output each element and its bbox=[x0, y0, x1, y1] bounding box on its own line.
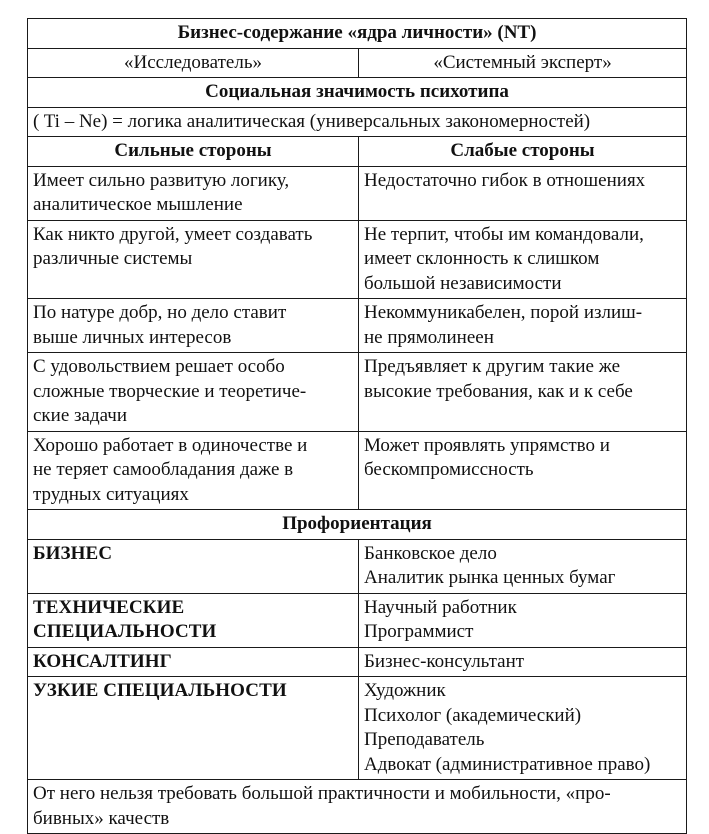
strong-trait bbox=[28, 166, 359, 220]
text-line: СПЕЦИАЛЬНОСТИ bbox=[33, 621, 217, 642]
table-title: Бизнес-содержание «ядра личности» (NT) bbox=[28, 19, 687, 49]
weak-trait bbox=[359, 299, 687, 353]
logic-row bbox=[28, 107, 687, 137]
weak-trait bbox=[359, 166, 687, 220]
strong-trait bbox=[28, 220, 359, 299]
text-line: Может проявлять упрямство и bbox=[364, 434, 610, 456]
text-line: Психолог (академический) bbox=[364, 704, 582, 726]
career-jobs bbox=[359, 539, 687, 593]
career-area bbox=[28, 593, 359, 647]
logic-formula: ( Ti – Ne) = логика аналитическая (универсальных закономерностей) bbox=[28, 107, 687, 137]
career-area bbox=[28, 539, 359, 593]
career-guidance-heading: Профориентация bbox=[28, 510, 687, 540]
weak-sides-header: Слабые стороны bbox=[359, 137, 687, 167]
strong-trait bbox=[28, 353, 359, 432]
text-line: Адвокат (административное право) bbox=[364, 753, 651, 775]
text-line: Хорошо работает в одиночестве и bbox=[33, 434, 308, 456]
strong-sides-header: Сильные стороны bbox=[28, 137, 359, 167]
traits-row bbox=[28, 220, 687, 299]
text-line: аналитическое мышление bbox=[33, 194, 243, 215]
columns-header-row bbox=[28, 137, 687, 167]
traits-row bbox=[28, 431, 687, 510]
career-jobs bbox=[359, 593, 687, 647]
strong-trait bbox=[28, 299, 359, 353]
traits-row bbox=[28, 299, 687, 353]
text-line: Научный работник bbox=[364, 596, 517, 618]
weak-trait bbox=[359, 220, 687, 299]
text-line: трудных ситуациях bbox=[33, 483, 189, 505]
footer-note bbox=[28, 780, 687, 834]
text-line: ские задачи bbox=[33, 405, 128, 426]
career-row bbox=[28, 647, 687, 677]
text-line: имеет склонность к слишком bbox=[364, 248, 600, 269]
text-line: Аналитик рынка ценных бумаг bbox=[364, 567, 616, 588]
text-line: высокие требования, как и к себе bbox=[364, 380, 633, 402]
text-line: БИЗНЕС bbox=[33, 542, 113, 564]
text-line: Художник bbox=[364, 680, 446, 701]
traits-row bbox=[28, 353, 687, 432]
text-line: Банковское дело bbox=[364, 542, 497, 564]
type-system-expert: «Системный эксперт» bbox=[359, 48, 687, 78]
text-line: Имеет сильно развитую логику, bbox=[33, 169, 290, 191]
career-row bbox=[28, 677, 687, 780]
text-line: Некоммуникабелен, порой излиш- bbox=[364, 302, 643, 323]
text-line: От него нельзя требовать большой практичности и мобильности, «про- bbox=[33, 783, 611, 804]
text-line: не теряет самообладания даже в bbox=[33, 459, 294, 480]
text-line: Преподаватель bbox=[364, 729, 485, 750]
social-significance-heading: Социальная значимость психотипа bbox=[28, 78, 687, 108]
text-line: не прямолинеен bbox=[364, 326, 494, 348]
text-line: различные системы bbox=[33, 248, 193, 269]
text-line: С удовольствием решает особо bbox=[33, 356, 285, 377]
career-row bbox=[28, 593, 687, 647]
career-area bbox=[28, 677, 359, 780]
text-line: выше личных интересов bbox=[33, 326, 232, 348]
weak-trait bbox=[359, 353, 687, 432]
career-jobs bbox=[359, 647, 687, 677]
nt-business-table bbox=[27, 18, 687, 834]
text-line: КОНСАЛТИНГ bbox=[33, 650, 172, 672]
text-line: Как никто другой, умеет создавать bbox=[33, 223, 313, 245]
types-row bbox=[28, 48, 687, 78]
text-line: сложные творческие и теоретиче- bbox=[33, 380, 307, 402]
footer-row bbox=[28, 780, 687, 834]
text-line: ТЕХНИЧЕСКИЕ bbox=[33, 596, 185, 618]
career-jobs bbox=[359, 677, 687, 780]
social-heading-row bbox=[28, 78, 687, 108]
text-line: Недостаточно гибок в отношениях bbox=[364, 169, 646, 191]
career-heading-row bbox=[28, 510, 687, 540]
career-row bbox=[28, 539, 687, 593]
traits-row bbox=[28, 166, 687, 220]
type-researcher: «Исследователь» bbox=[28, 48, 359, 78]
weak-trait bbox=[359, 431, 687, 510]
text-line: Программист bbox=[364, 621, 474, 642]
strong-trait bbox=[28, 431, 359, 510]
text-line: По натуре добр, но дело ставит bbox=[33, 302, 287, 323]
text-line: Бизнес-консультант bbox=[364, 650, 525, 672]
text-line: бескомпромиссность bbox=[364, 459, 534, 480]
career-area bbox=[28, 647, 359, 677]
text-line: бивных» качеств bbox=[33, 807, 170, 829]
text-line: УЗКИЕ СПЕЦИАЛЬНОСТИ bbox=[33, 680, 287, 701]
text-line: большой независимости bbox=[364, 272, 562, 294]
text-line: Не терпит, чтобы им командовали, bbox=[364, 223, 644, 245]
title-row bbox=[28, 19, 687, 49]
text-line: Предъявляет к другим такие же bbox=[364, 356, 621, 377]
